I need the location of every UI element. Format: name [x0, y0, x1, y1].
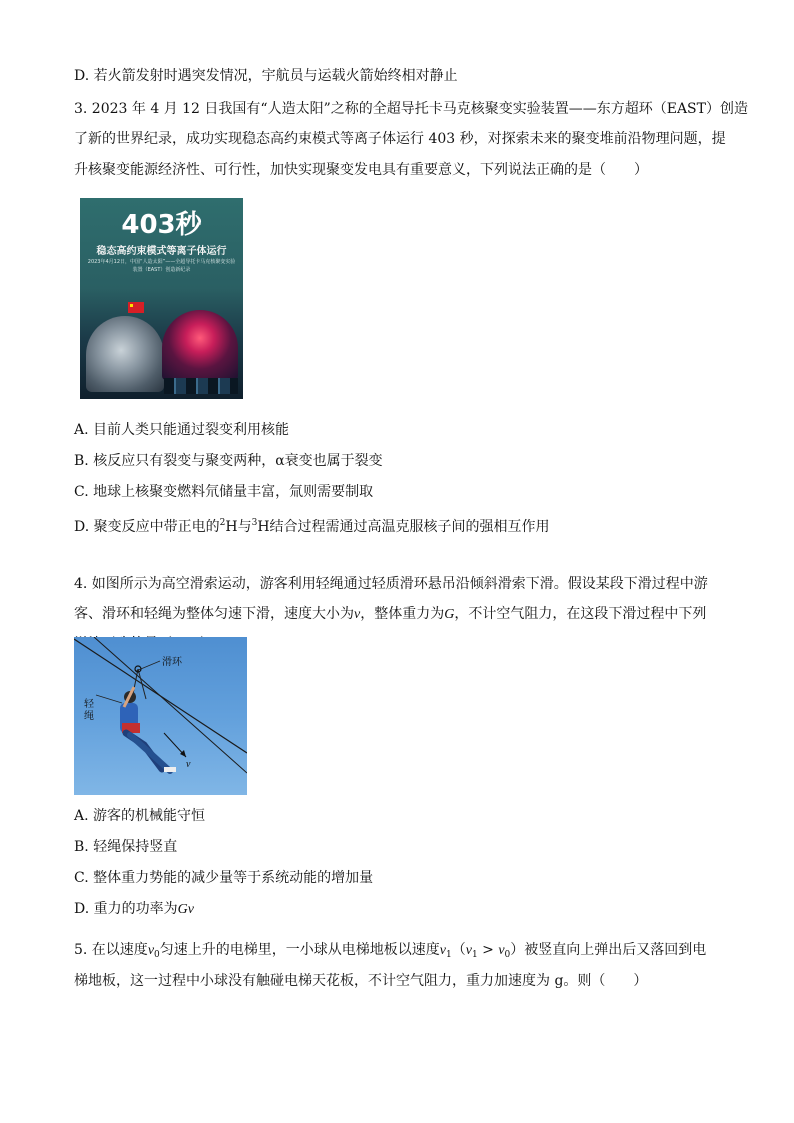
east-image-caption: 2023年4月12日，中国“人造太阳”——全超导托卡马克核聚变实验装置（EAST）创造新纪录 [87, 259, 236, 273]
person-leg-2 [130, 735, 170, 771]
deuterium-mass-number: 2 [219, 518, 226, 528]
tokamak-machine-graphic [86, 316, 164, 392]
light-rope-2 [138, 669, 146, 699]
gravity-symbol: G [444, 607, 455, 622]
q4-stem-line-1: 4. 如图所示为高空滑索运动，游客利用轻绳通过轻质滑环悬吊沿倾斜滑索下滑。假设某段下滑过程中游 [74, 576, 708, 592]
control-screens-graphic [164, 378, 238, 394]
q3-option-d-text-1: D. 聚变反应中带正电的 [74, 519, 220, 535]
q5-stem-line-1: 5. 在以速度$v_0$匀速上升的电梯里，一小球从电梯地板以速度$v_1(v_1 > v_0)$被竖直向上弹出后又落回到电 [74, 942, 707, 960]
east-image-title: 403秒 [121, 210, 202, 240]
velocity-symbol: v [354, 607, 361, 622]
q2-option-d: D. 若火箭发射时遇突发情况，宇航员与运载火箭始终相对静止 [74, 68, 458, 84]
q4-option-d: D. 重力的功率为Gv [74, 901, 194, 917]
q4-option-a: A. 游客的机械能守恒 [74, 808, 206, 824]
q3-option-b: B. 核反应只有裂变与聚变两种，α衰变也属于裂变 [74, 453, 383, 469]
q3-stem-line-1: 3. 2023 年 4 月 12 日我国有“人造太阳”之称的全超导托卡马克核聚变实验装置——东方超环（EAST）创造 [74, 101, 748, 117]
q3-stem-line-3: 升核聚变能源经济性、可行性，加快实现聚变发电具有重要意义，下列说法正确的是（ ） [74, 162, 648, 178]
q5-stem-line-2: 梯地板，这一过程中小球没有触碰电梯天花板，不计空气阻力，重力加速度为 g。则（ ） [74, 973, 648, 989]
q3-option-d-and: 与 [237, 519, 252, 535]
q3-option-d-text-2: H结合过程需通过高温克服核子间的强相互作用 [257, 519, 550, 535]
q3-stem-line-2: 了新的世界纪录，成功实现稳态高约束模式等离子体运行 403 秒，对探索未来的聚变堆前沿物理问题，提 [74, 131, 726, 147]
q3-option-d [74, 513, 550, 537]
zipline-illustration [74, 637, 247, 795]
east-image-subtitle: 稳态高约束模式等离子体运行 [96, 246, 227, 257]
q4-stem-line-2: 客、滑环和轻绳为整体匀速下滑，速度大小为v，整体重力为G，不计空气阻力，在这段下滑过程中下列 [74, 606, 707, 622]
zipline-image [74, 637, 247, 795]
velocity-label: v [186, 759, 191, 770]
rope-pointer [96, 695, 122, 703]
q3-option-c: C. 地球上核聚变燃料氘储量丰富，氚则需要制取 [74, 484, 374, 500]
tritium-mass-number: 3 [251, 518, 258, 528]
slide-ring-label: 滑环 [162, 657, 182, 668]
rope-label-2: 绳 [84, 711, 94, 722]
rope-label-1: 轻 [84, 699, 94, 710]
plasma-dome-graphic [162, 310, 238, 380]
q3-option-a: A. 目前人类只能通过裂变利用核能 [74, 422, 290, 438]
q4-option-c: C. 整体重力势能的减少量等于系统动能的增加量 [74, 870, 374, 886]
china-flag-icon [128, 302, 144, 313]
east-record-image [80, 198, 243, 399]
person-shoe [164, 767, 176, 772]
deuterium-symbol: H [225, 519, 238, 535]
gravity-power-expression: Gv [177, 902, 194, 917]
q4-option-b: B. 轻绳保持竖直 [74, 839, 178, 855]
